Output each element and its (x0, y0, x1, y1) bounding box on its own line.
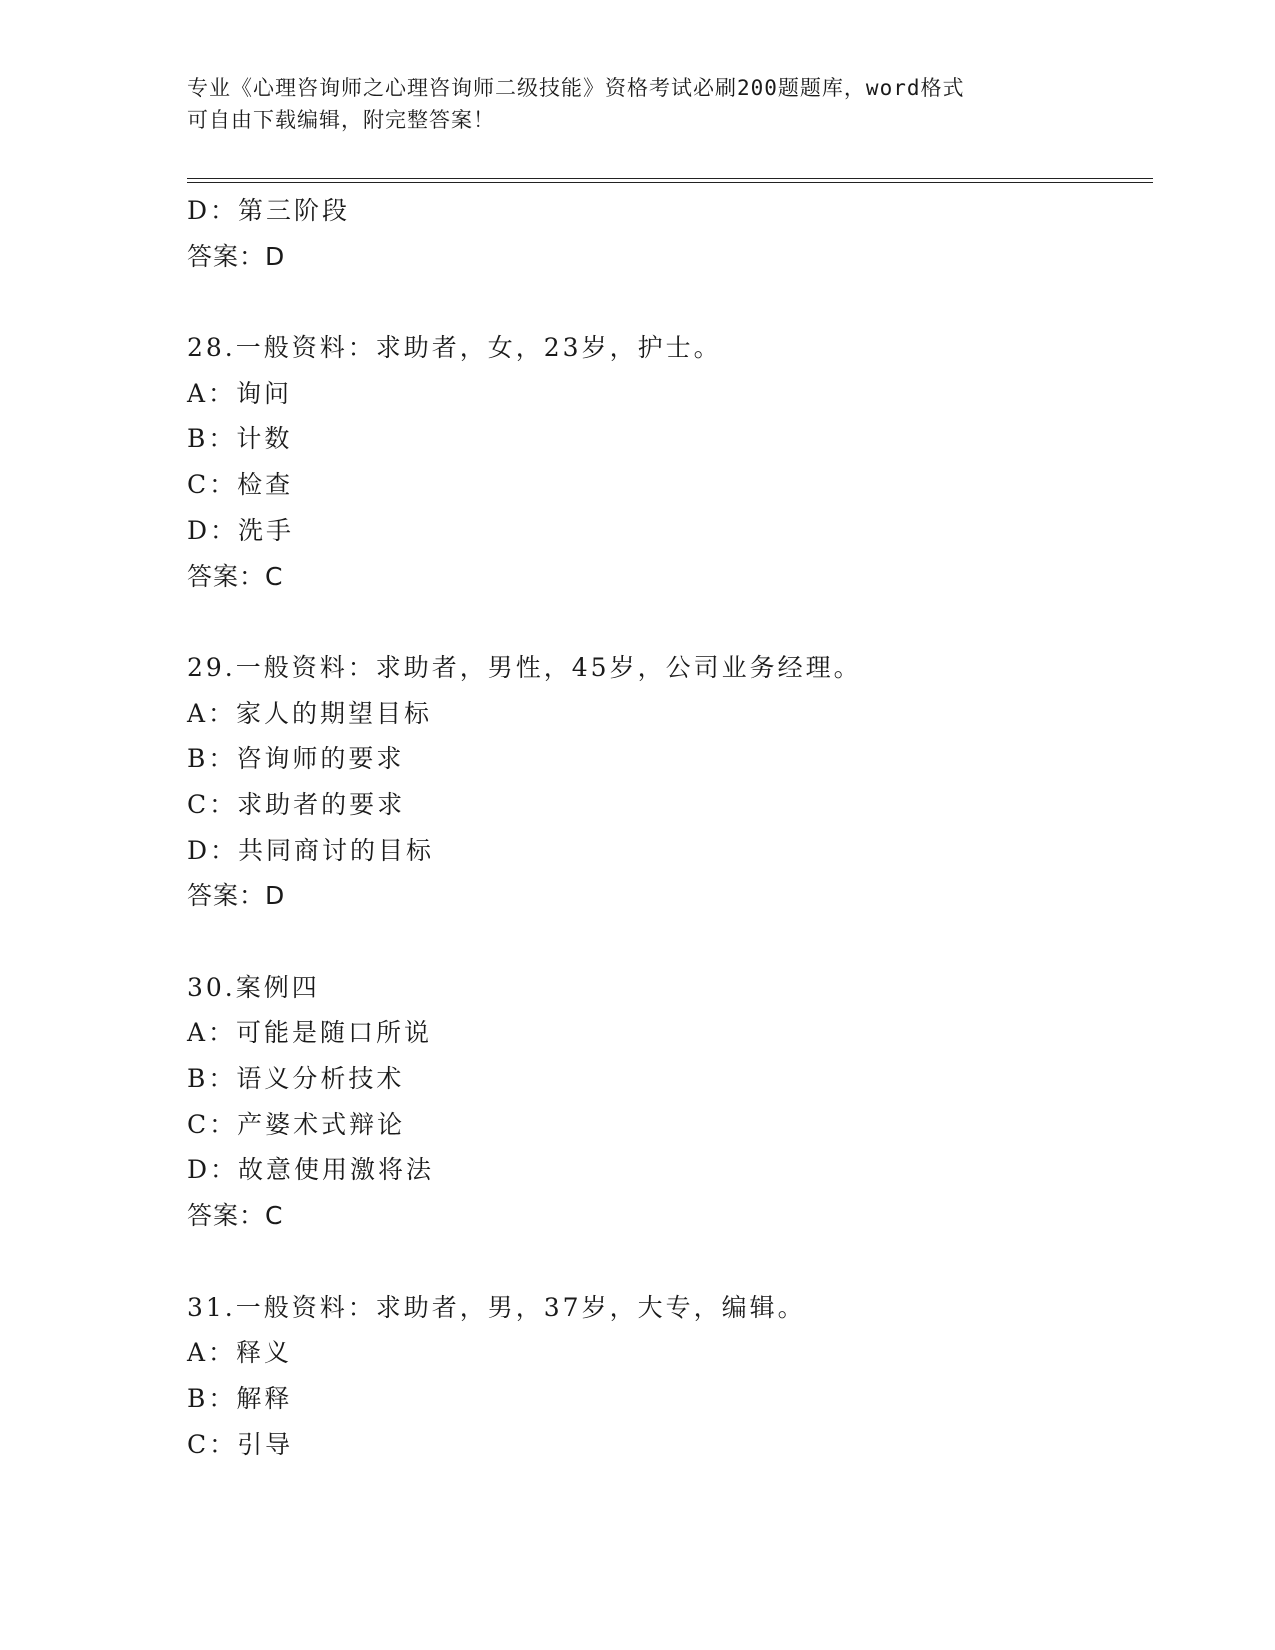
option-c: C：求助者的要求 (187, 789, 406, 819)
question-30 (187, 965, 1147, 1239)
option-b: B：语义分析技术 (187, 1064, 405, 1094)
option-b: B：计数 (187, 424, 293, 454)
option-a: A：可能是随口所说 (187, 1018, 433, 1048)
header-line-2: 可自由下载编辑，附完整答案！ (187, 108, 495, 132)
header-divider-top (187, 178, 1153, 179)
option-b: B：解释 (187, 1383, 293, 1413)
option-c: C：引导 (187, 1429, 294, 1459)
option-d: D：共同商讨的目标 (187, 835, 435, 865)
question-28 (187, 325, 1147, 599)
answer: 答案：C (187, 561, 284, 591)
header-line-1: 专业《心理咨询师之心理咨询师二级技能》资格考试必刷200题题库，word格式 (187, 76, 965, 100)
answer: 答案：C (187, 1201, 284, 1231)
option-d: D：故意使用激将法 (187, 1155, 435, 1185)
option-a: A：释义 (187, 1338, 293, 1368)
option-d: D：第三阶段 (187, 196, 351, 225)
option-b: B：咨询师的要求 (187, 744, 405, 774)
answer: 答案：D (187, 241, 286, 271)
option-c: C：检查 (187, 470, 294, 500)
question-31 (187, 1285, 1147, 1468)
option-d: D：洗手 (187, 515, 295, 545)
spacer (187, 1239, 1147, 1285)
question-stem: 31.一般资料：求助者，男，37岁，大专，编辑。 (187, 1292, 806, 1322)
option-a: A：询问 (187, 378, 293, 408)
spacer (187, 919, 1147, 965)
question-stem: 30.案例四 (187, 972, 320, 1002)
question-stem: 28.一般资料：求助者，女，23岁，护士。 (187, 333, 722, 363)
option-c: C：产婆术式辩论 (187, 1109, 406, 1139)
header-divider-bottom (187, 182, 1153, 183)
option-a: A：家人的期望目标 (187, 698, 433, 728)
spacer (187, 599, 1147, 645)
spacer (187, 279, 1147, 325)
question-list (187, 188, 1147, 1467)
question-29 (187, 645, 1147, 919)
answer: 答案：D (187, 881, 286, 911)
question-stem: 29.一般资料：求助者，男性，45岁，公司业务经理。 (187, 652, 862, 682)
document-header (187, 72, 1067, 136)
